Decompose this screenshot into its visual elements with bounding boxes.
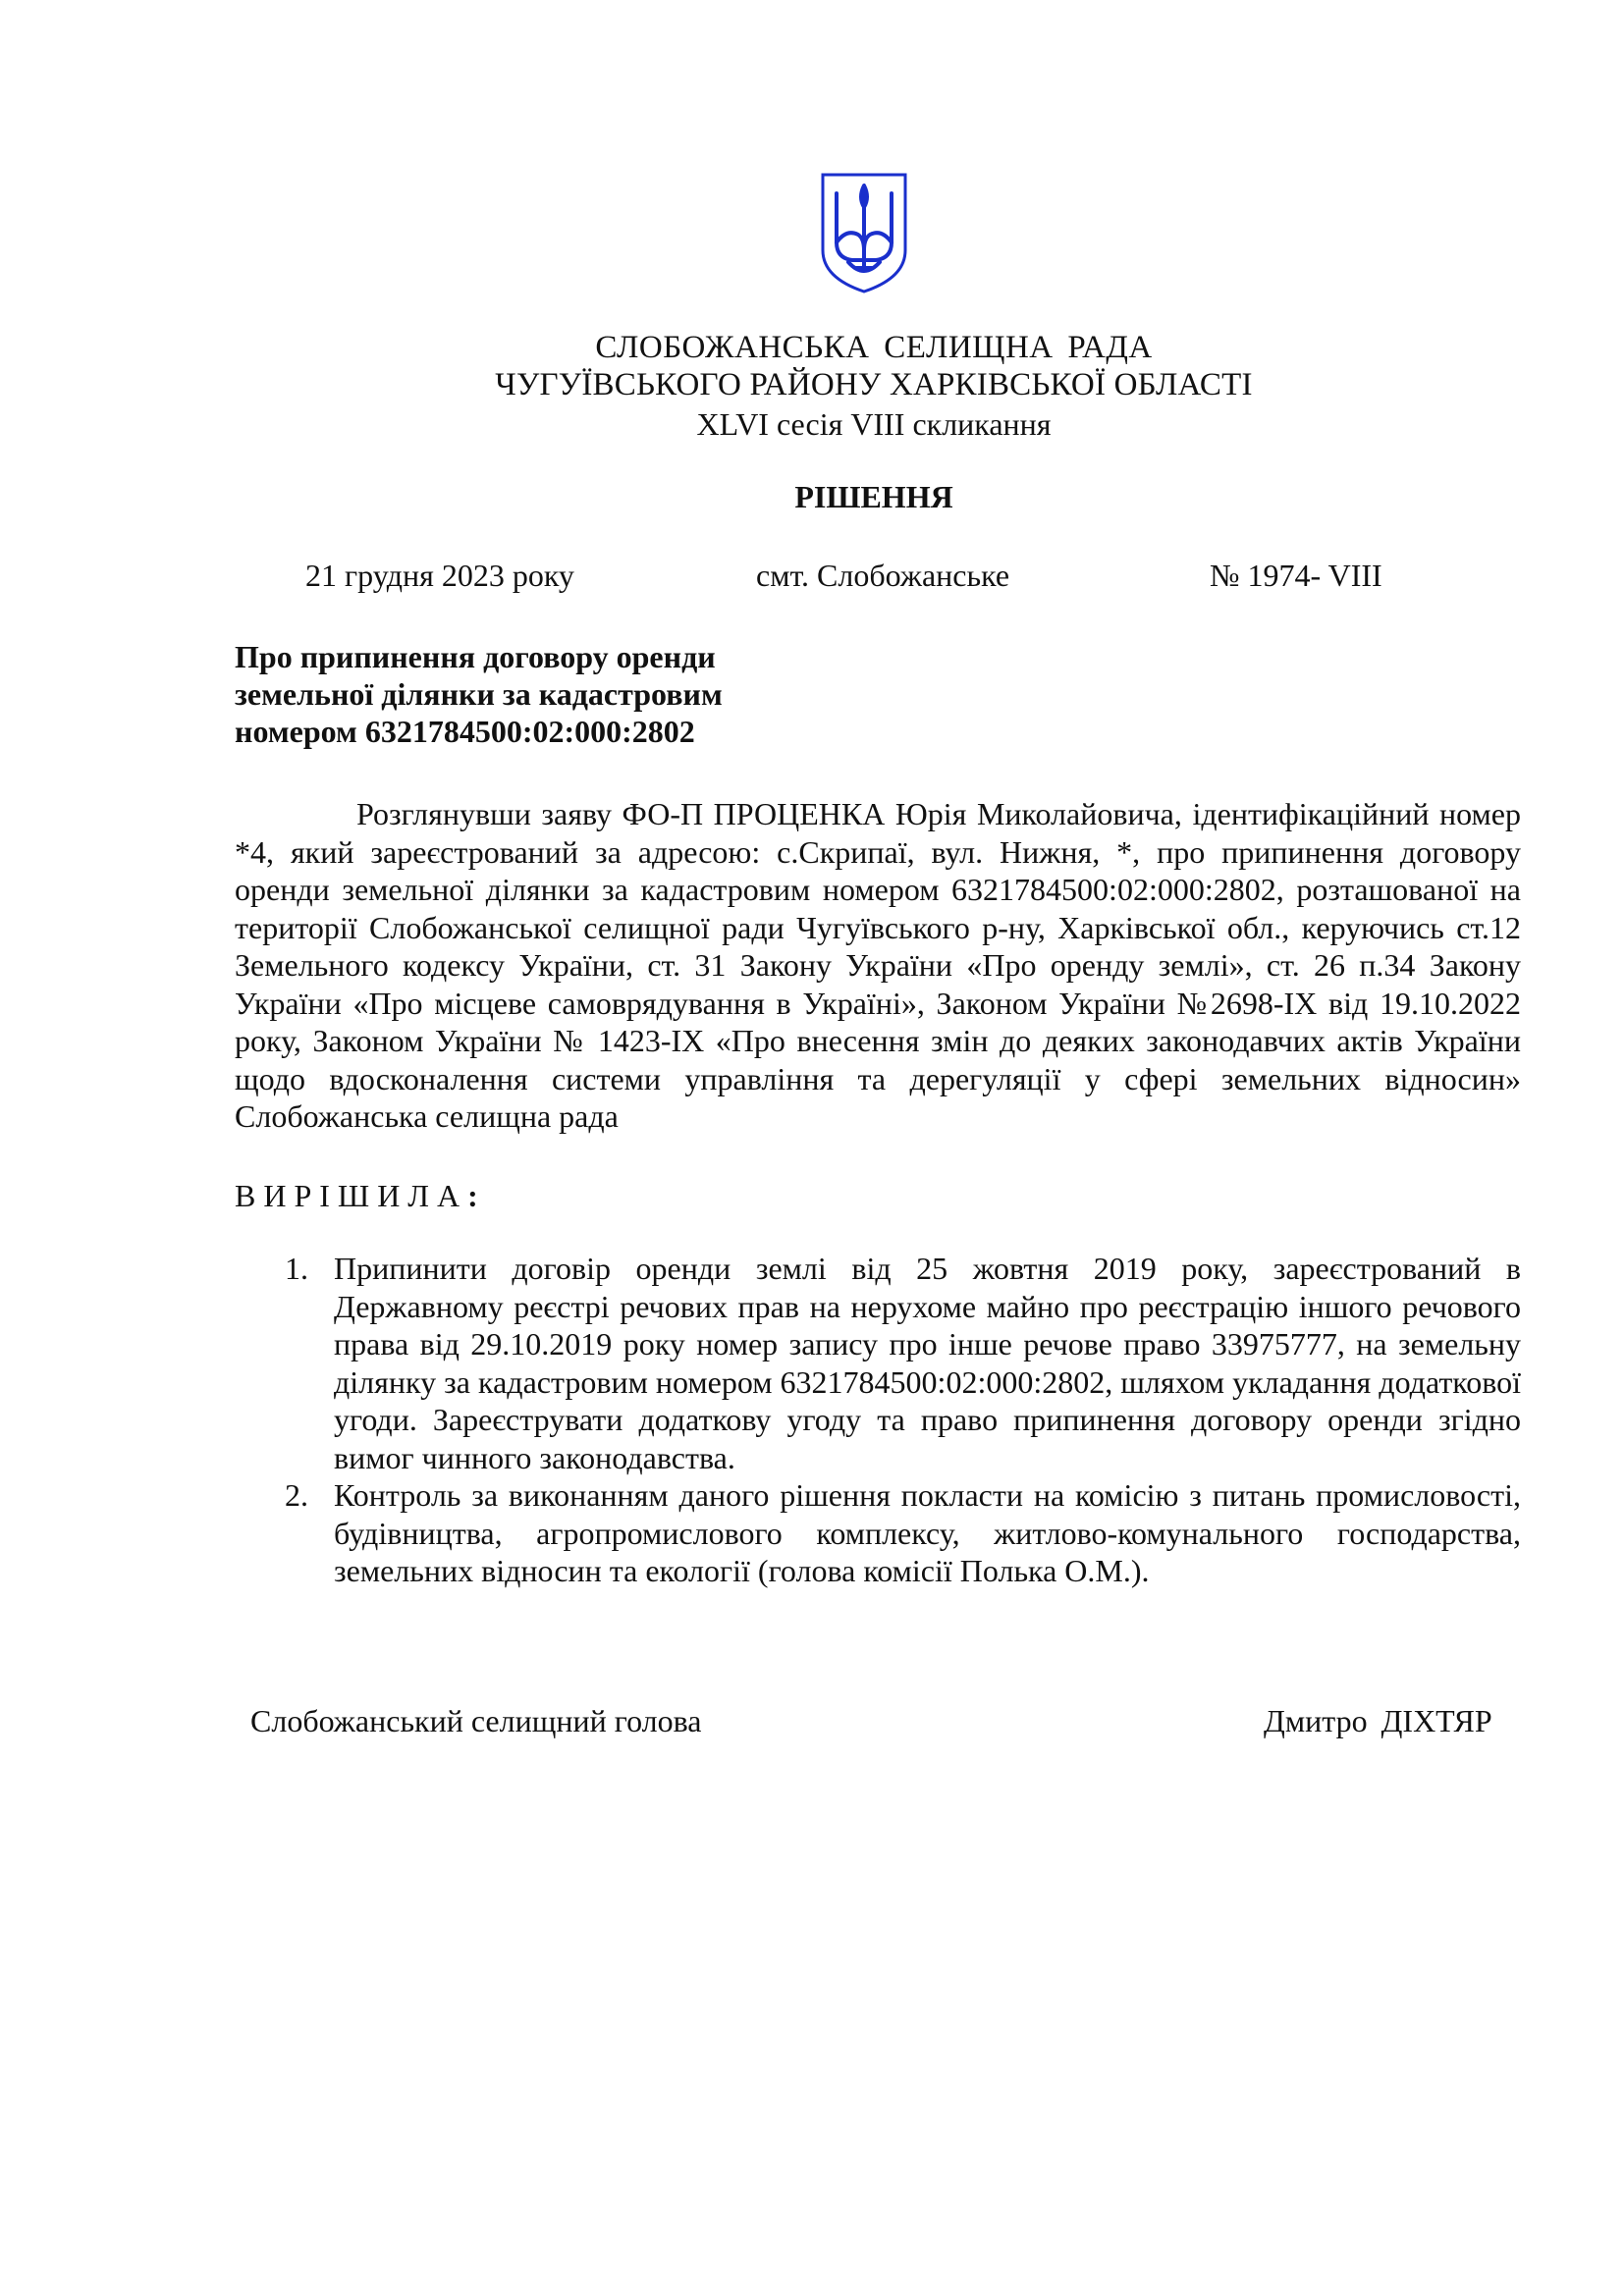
decision-item: [285, 1476, 1521, 1590]
decided-label: ВИРІШИЛА: [235, 1178, 468, 1213]
preamble-paragraph: Розглянувши заяву ФО-П ПРОЦЕНКА Юрія Миколайовича, ідентифікаційний номер *4, який зареєстрований за адресою: с.Скрипаї, вул. Нижня, *, про припинення договору оренди земельної ділянки за кадастровим номером 6321784500:02:000:2802, розташованої на території Слобожанської селищної ради Чугуївського р-ну, Харківської обл., керуючись ст.12 Земельного кодексу України, ст. 31 Закону України «Про оренду землі», ст. 26 п.34 Закону України «Про місцеве самоврядування в Україні», Законом України №2698-IX від 19.10.2022 року, Законом України № 1423-IX «Про внесення змін до деяких законодавчих актів України щодо вдосконалення системи управління та дерегуляції у сфері земельних відносин» Слобожанська селищна рада: [235, 796, 1521, 1134]
signatory-name: Дмитро ДІХТЯР: [1264, 1703, 1492, 1738]
decided-heading: [235, 1176, 478, 1215]
session-name: XLVI сесія VIII скликання: [696, 406, 1052, 442]
decision-number: № 1974- VIII: [1210, 558, 1382, 593]
decision-date: 21 грудня 2023 року: [305, 558, 574, 593]
item-text: Припинити договір оренди землі від 25 жовтня 2019 року, зареєстрований в Державному реєстрі речових прав на нерухоме майно про реєстрацію іншого речового права від 29.10.2019 року номер запису про інше речове право 33975777, на земельну ділянку за кадастровим номером 6321784500:02:000:2802, шляхом укладання додаткової угоди. Зареєструвати додаткову угоду та право припинення договору оренди згідно вимог чинного законодавства.: [334, 1251, 1521, 1475]
district-name: ЧУГУЇВСЬКОГО РАЙОНУ ХАРКІВСЬКОЇ ОБЛАСТІ: [495, 367, 1253, 402]
decision-subject: [235, 638, 723, 750]
item-number: 1.: [285, 1251, 308, 1286]
decided-colon: :: [467, 1178, 478, 1213]
decision-place: смт. Слобожанське: [756, 558, 1010, 593]
council-name: СЛОБОЖАНСЬКА СЕЛИЩНА РАДА: [595, 330, 1153, 365]
document-type-heading: РІШЕННЯ: [794, 479, 953, 514]
signatory-title: Слобожанський селищний голова: [250, 1703, 702, 1738]
item-number: 2.: [285, 1477, 308, 1513]
decision-item: [285, 1250, 1521, 1476]
subject-line: земельної ділянки за кадастровим: [235, 676, 723, 712]
trident-coat-of-arms-icon: [819, 172, 909, 294]
decision-items: [285, 1250, 1521, 1590]
subject-line: Про припинення договору оренди: [235, 639, 716, 674]
item-text: Контроль за виконанням даного рішення покласти на комісію з питань промисловості, будівництва, агропромислового комплексу, житлово-комунального господарства, земельних відносин та екології (голова комісії Полька О.М.).: [334, 1477, 1521, 1588]
subject-line: номером 6321784500:02:000:2802: [235, 714, 695, 749]
